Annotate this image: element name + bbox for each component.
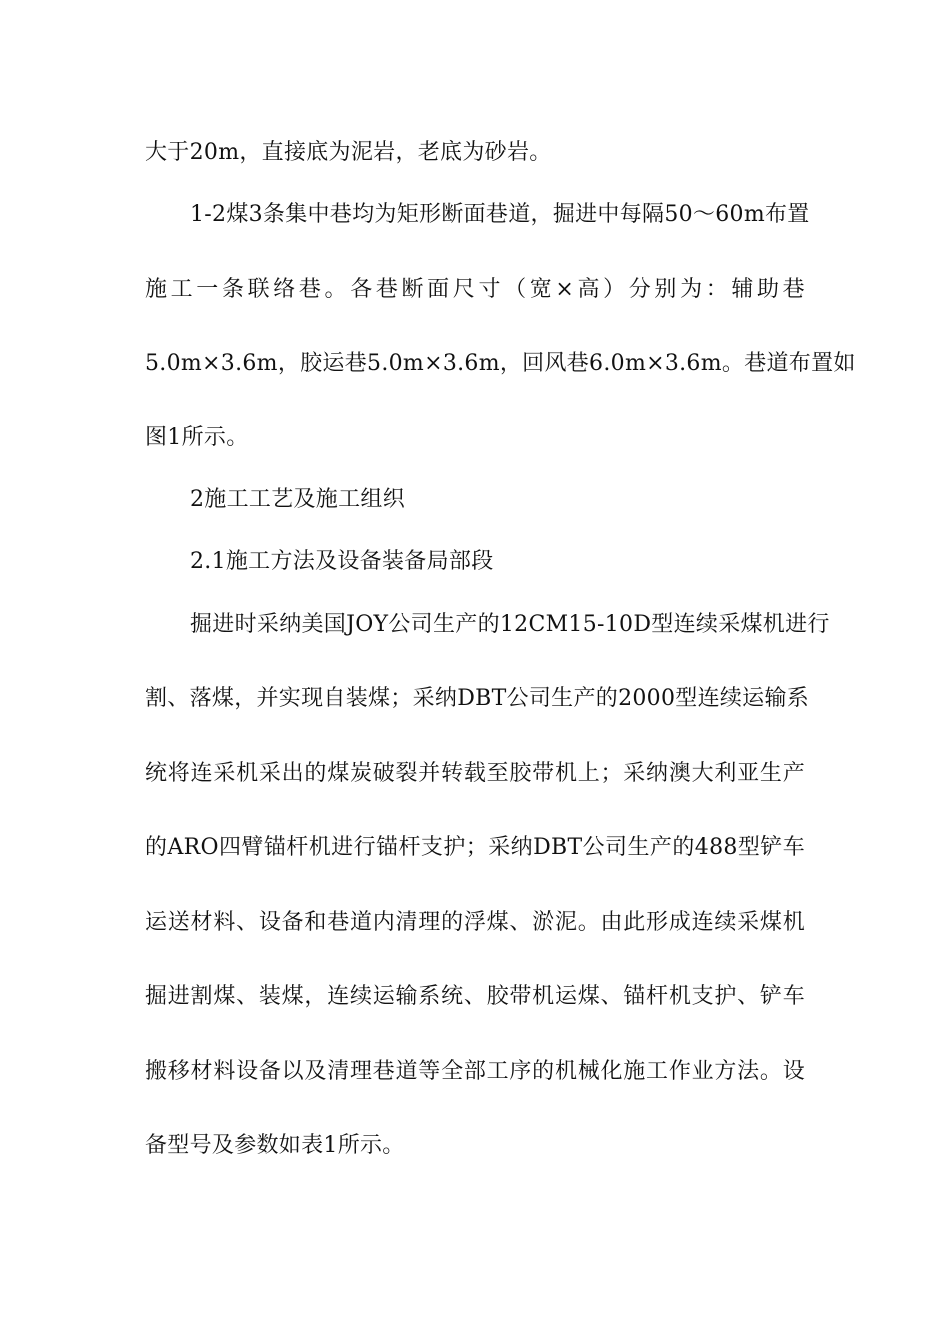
text-line-3: 施工一条联络巷。各巷断面尺寸（宽×高）分别为：辅助巷 xyxy=(145,277,805,302)
text-line-9: 割、落煤，并实现自装煤；采纳DBT公司生产的2000型连续运输系 xyxy=(145,686,810,711)
text-line-12: 运送材料、设备和巷道内清理的浮煤、淤泥。由此形成连续采煤机 xyxy=(145,910,805,935)
text-line-2: 1-2煤3条集中巷均为矩形断面巷道，掘进中每隔50～60m布置 xyxy=(190,202,810,227)
text-line-15: 备型号及参数如表1所示。 xyxy=(145,1133,405,1158)
section-heading-2-1: 2.1施工方法及设备装备局部段 xyxy=(190,549,494,574)
text-line-4: 5.0m×3.6m，胶运巷5.0m×3.6m，回风巷6.0m×3.6m。巷道布置如 xyxy=(145,351,856,376)
section-heading-2: 2施工工艺及施工组织 xyxy=(190,487,405,512)
text-line-8: 掘进时采纳美国JOY公司生产的12CM15-10D型连续采煤机进行 xyxy=(190,612,830,637)
text-line-11: 的ARO四臂锚杆机进行锚杆支护；采纳DBT公司生产的488型铲车 xyxy=(145,835,805,860)
text-line-5: 图1所示。 xyxy=(145,425,249,450)
text-line-1: 大于20m，直接底为泥岩，老底为砂岩。 xyxy=(145,140,552,165)
text-line-13: 掘进割煤、装煤，连续运输系统、胶带机运煤、锚杆机支护、铲车 xyxy=(145,984,805,1009)
text-line-10: 统将连采机采出的煤炭破裂并转载至胶带机上；采纳澳大利亚生产 xyxy=(145,761,805,786)
text-line-14: 搬移材料设备以及清理巷道等全部工序的机械化施工作业方法。设 xyxy=(145,1059,805,1084)
